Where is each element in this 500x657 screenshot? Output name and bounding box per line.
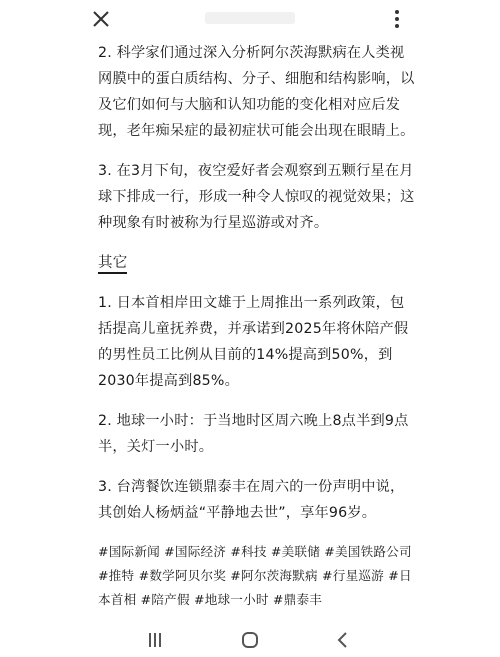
tag-link[interactable]: #数学阿贝尔奖 xyxy=(138,568,227,583)
paragraph-japan-policy: 1. 日本首相岸田文雄于上周推出一系列政策，包括提高儿童抚养费，并承诺到2025年将休陪产假的男性员工比例从目前的14%提高到50%，到2030年提高到85%。 xyxy=(98,295,409,389)
tag-link[interactable]: #日本首相 xyxy=(98,568,412,607)
section-title xyxy=(98,250,418,276)
tag-link[interactable]: #科技 xyxy=(230,544,267,559)
back-icon[interactable] xyxy=(334,630,352,650)
paragraph-earth-hour: 2. 地球一小时：于当地时区周六晚上8点半到9点半，关灯一小时。 xyxy=(98,413,409,455)
section-title-text: 其它 xyxy=(98,255,127,274)
recent-apps-icon[interactable] xyxy=(146,631,164,649)
tag-link[interactable]: #美联储 xyxy=(270,544,321,559)
tag-link[interactable]: #国际新闻 xyxy=(98,544,160,559)
close-icon[interactable] xyxy=(90,8,112,30)
tag-link[interactable]: #国际经济 xyxy=(164,544,227,559)
paragraph-din-tai-fung: 3. 台湾餐饮连锁鼎泰丰在周六的一份声明中说，其创始人杨炳益“平静地去世”，享年96岁。 xyxy=(98,479,405,521)
paragraph-planets: 3. 在3月下旬，夜空爱好者会观察到五颗行星在月球下排成一行，形成一种令人惊叹的视觉效果；这种现象有时被称为行星巡游或对齐。 xyxy=(98,163,415,231)
home-icon[interactable] xyxy=(240,630,260,650)
more-vertical-icon[interactable] xyxy=(385,8,409,30)
blurred-title xyxy=(205,12,295,24)
paragraph-alzheimer: 2. 科学家们通过深入分析阿尔茨海默病在人类视网膜中的蛋白质结构、分子、细胞和结构影响，以及它们如何与大脑和认知功能的变化相对应后发现，老年痴呆症的最初症状可能会出现在眼睛上。 xyxy=(98,45,415,139)
tag-link[interactable]: #美国铁路公司 xyxy=(324,544,412,559)
tag-link[interactable]: #推特 xyxy=(98,568,135,583)
tag-link[interactable]: #陪产假 xyxy=(140,592,190,607)
system-nav-bar xyxy=(0,626,500,657)
article-content xyxy=(98,40,418,612)
tag-list xyxy=(98,540,418,612)
tag-link[interactable]: #地球一小时 xyxy=(193,592,269,607)
tag-link[interactable]: #阿尔茨海默病 xyxy=(230,568,318,583)
top-bar xyxy=(0,0,500,38)
tag-link[interactable]: #行星巡游 xyxy=(322,568,384,583)
tag-link[interactable]: #鼎泰丰 xyxy=(272,592,323,607)
